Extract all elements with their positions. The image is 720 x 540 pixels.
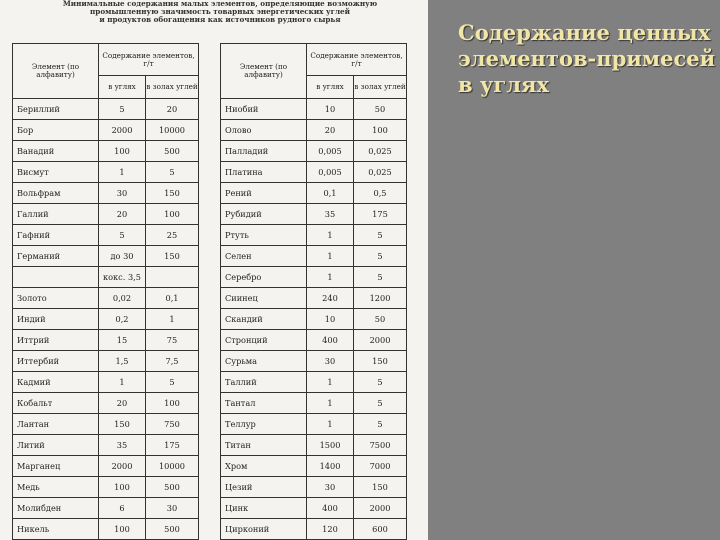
ash-value: 7000 xyxy=(354,456,407,477)
header-in-ash: в золах углей xyxy=(354,76,407,99)
element-name: Цезий xyxy=(221,477,307,498)
table-row xyxy=(13,414,407,435)
table-row xyxy=(13,498,407,519)
element-name: Сиинец xyxy=(221,288,307,309)
element-name: Титан xyxy=(221,435,307,456)
coal-value: 1 xyxy=(99,162,146,183)
table-row xyxy=(13,225,407,246)
element-name: Ртуть xyxy=(221,225,307,246)
ash-value: 0,1 xyxy=(146,288,199,309)
table-row xyxy=(13,519,407,540)
header-in-coal: в углях xyxy=(99,76,146,99)
caption-line: и продуктов обогащения как источников рудного сырья xyxy=(99,15,341,24)
element-name: Лантан xyxy=(13,414,99,435)
coal-value: 5 xyxy=(99,225,146,246)
element-name: Никель xyxy=(13,519,99,540)
element-name: Бор xyxy=(13,120,99,141)
table-caption xyxy=(30,0,410,24)
coal-value: 0,02 xyxy=(99,288,146,309)
ash-value: 5 xyxy=(146,372,199,393)
element-name: Платина xyxy=(221,162,307,183)
ash-value: 10000 xyxy=(146,120,199,141)
coal-value: 100 xyxy=(99,477,146,498)
ash-value: 150 xyxy=(146,246,199,267)
ash-value: 100 xyxy=(146,393,199,414)
element-name: Кадмий xyxy=(13,372,99,393)
coal-value: 1500 xyxy=(307,435,354,456)
coal-value: 6 xyxy=(99,498,146,519)
table-row xyxy=(13,309,407,330)
element-name: Таллий xyxy=(221,372,307,393)
element-name: Медь xyxy=(13,477,99,498)
coal-value: 30 xyxy=(307,477,354,498)
table-row xyxy=(13,393,407,414)
element-name: Индий xyxy=(13,309,99,330)
table-row xyxy=(13,330,407,351)
coal-value: 0,1 xyxy=(307,183,354,204)
header-in-ash: в золах углей xyxy=(146,76,199,99)
element-name: Сурьма xyxy=(221,351,307,372)
table-row xyxy=(13,162,407,183)
header-in-coal: в углях xyxy=(307,76,354,99)
table-row xyxy=(13,435,407,456)
ash-value: 1 xyxy=(146,309,199,330)
ash-value: 2000 xyxy=(354,498,407,519)
ash-value: 50 xyxy=(354,309,407,330)
ash-value: 5 xyxy=(354,372,407,393)
ash-value: 20 xyxy=(146,99,199,120)
ash-value: 750 xyxy=(146,414,199,435)
coal-value: 15 xyxy=(99,330,146,351)
ash-value: 0,025 xyxy=(354,162,407,183)
table-row xyxy=(13,246,407,267)
table-row xyxy=(13,183,407,204)
coal-value: 0,005 xyxy=(307,141,354,162)
element-name: Рений xyxy=(221,183,307,204)
coal-value: 400 xyxy=(307,330,354,351)
element-name: Вольфрам xyxy=(13,183,99,204)
element-name: Серебро xyxy=(221,267,307,288)
element-name: Молибден xyxy=(13,498,99,519)
header-element: Элемент (по алфавиту) xyxy=(13,44,99,99)
coal-value: 1 xyxy=(307,393,354,414)
coal-value: 0,2 xyxy=(99,309,146,330)
coal-value: 2000 xyxy=(99,456,146,477)
elements-table xyxy=(12,43,407,540)
coal-value: 2000 xyxy=(99,120,146,141)
ash-value: 1200 xyxy=(354,288,407,309)
coal-value: 240 xyxy=(307,288,354,309)
ash-value: 7,5 xyxy=(146,351,199,372)
header-element: Элемент (по алфавиту) xyxy=(221,44,307,99)
element-name: Ванадий xyxy=(13,141,99,162)
element-name: Тантал xyxy=(221,393,307,414)
coal-value: 1 xyxy=(307,246,354,267)
ash-value: 25 xyxy=(146,225,199,246)
coal-value: 20 xyxy=(99,204,146,225)
ash-value: 5 xyxy=(354,267,407,288)
ash-value xyxy=(146,267,199,288)
coal-value: 1 xyxy=(307,225,354,246)
element-name: Литий xyxy=(13,435,99,456)
title-panel xyxy=(428,0,720,540)
element-name: Палладий xyxy=(221,141,307,162)
element-name: Кобальт xyxy=(13,393,99,414)
ash-value: 10000 xyxy=(146,456,199,477)
table-row xyxy=(13,204,407,225)
table-row xyxy=(13,372,407,393)
slide-title: Содержание ценных элементов-примесей в углях xyxy=(458,20,716,97)
element-name: Теллур xyxy=(221,414,307,435)
ash-value: 75 xyxy=(146,330,199,351)
ash-value: 175 xyxy=(146,435,199,456)
ash-value: 30 xyxy=(146,498,199,519)
ash-value: 600 xyxy=(354,519,407,540)
element-name: Иттрий xyxy=(13,330,99,351)
ash-value: 100 xyxy=(354,120,407,141)
table-row xyxy=(13,288,407,309)
ash-value: 7500 xyxy=(354,435,407,456)
coal-value: 10 xyxy=(307,309,354,330)
table-row xyxy=(13,99,407,120)
table-row xyxy=(13,141,407,162)
ash-value: 5 xyxy=(354,393,407,414)
coal-value: 150 xyxy=(99,414,146,435)
coal-value: 5 xyxy=(99,99,146,120)
coal-value: 1400 xyxy=(307,456,354,477)
table-row xyxy=(13,267,407,288)
coal-value: кокс. 3,5 xyxy=(99,267,146,288)
coal-value: 1 xyxy=(307,372,354,393)
ash-value: 5 xyxy=(354,414,407,435)
ash-value: 175 xyxy=(354,204,407,225)
element-name: Селен xyxy=(221,246,307,267)
caption-line: Минимальные содержания малых элементов, определяющие возможную xyxy=(62,0,378,8)
coal-value: до 30 xyxy=(99,246,146,267)
element-name: Галлий xyxy=(13,204,99,225)
coal-value: 1 xyxy=(99,372,146,393)
coal-value: 35 xyxy=(307,204,354,225)
element-name: Бериллий xyxy=(13,99,99,120)
ash-value: 150 xyxy=(354,477,407,498)
element-name: Висмут xyxy=(13,162,99,183)
ash-value: 0,5 xyxy=(354,183,407,204)
ash-value: 50 xyxy=(354,99,407,120)
coal-value: 100 xyxy=(99,519,146,540)
coal-value: 30 xyxy=(99,183,146,204)
coal-value: 100 xyxy=(99,141,146,162)
element-name: Германий xyxy=(13,246,99,267)
element-name: Стронций xyxy=(221,330,307,351)
ash-value: 0,025 xyxy=(354,141,407,162)
ash-value: 500 xyxy=(146,141,199,162)
coal-value: 35 xyxy=(99,435,146,456)
coal-value: 20 xyxy=(99,393,146,414)
coal-value: 400 xyxy=(307,498,354,519)
coal-value: 30 xyxy=(307,351,354,372)
ash-value: 5 xyxy=(354,225,407,246)
element-name: Гафний xyxy=(13,225,99,246)
element-name: Золото xyxy=(13,288,99,309)
ash-value: 2000 xyxy=(354,330,407,351)
table-row xyxy=(13,477,407,498)
element-name: Цирконий xyxy=(221,519,307,540)
coal-value: 120 xyxy=(307,519,354,540)
ash-value: 5 xyxy=(146,162,199,183)
element-name: Марганец xyxy=(13,456,99,477)
ash-value: 500 xyxy=(146,477,199,498)
ash-value: 5 xyxy=(354,246,407,267)
caption-line: промышленную значимость товарных энергетических углей xyxy=(90,7,350,16)
element-name: Ниобий xyxy=(221,99,307,120)
element-name xyxy=(13,267,99,288)
ash-value: 150 xyxy=(354,351,407,372)
ash-value: 150 xyxy=(146,183,199,204)
coal-value: 1,5 xyxy=(99,351,146,372)
header-content: Содержание элементов, г/т xyxy=(99,44,199,76)
ash-value: 100 xyxy=(146,204,199,225)
element-name: Иттербий xyxy=(13,351,99,372)
coal-value: 1 xyxy=(307,414,354,435)
table-row xyxy=(13,120,407,141)
coal-value: 10 xyxy=(307,99,354,120)
ash-value: 500 xyxy=(146,519,199,540)
coal-value: 20 xyxy=(307,120,354,141)
element-name: Скандий xyxy=(221,309,307,330)
element-name: Олово xyxy=(221,120,307,141)
element-name: Хром xyxy=(221,456,307,477)
element-name: Рубидий xyxy=(221,204,307,225)
element-name: Цинк xyxy=(221,498,307,519)
table-row xyxy=(13,456,407,477)
coal-value: 1 xyxy=(307,267,354,288)
table-row xyxy=(13,351,407,372)
header-content: Содержание элементов, г/т xyxy=(307,44,407,76)
coal-value: 0,005 xyxy=(307,162,354,183)
